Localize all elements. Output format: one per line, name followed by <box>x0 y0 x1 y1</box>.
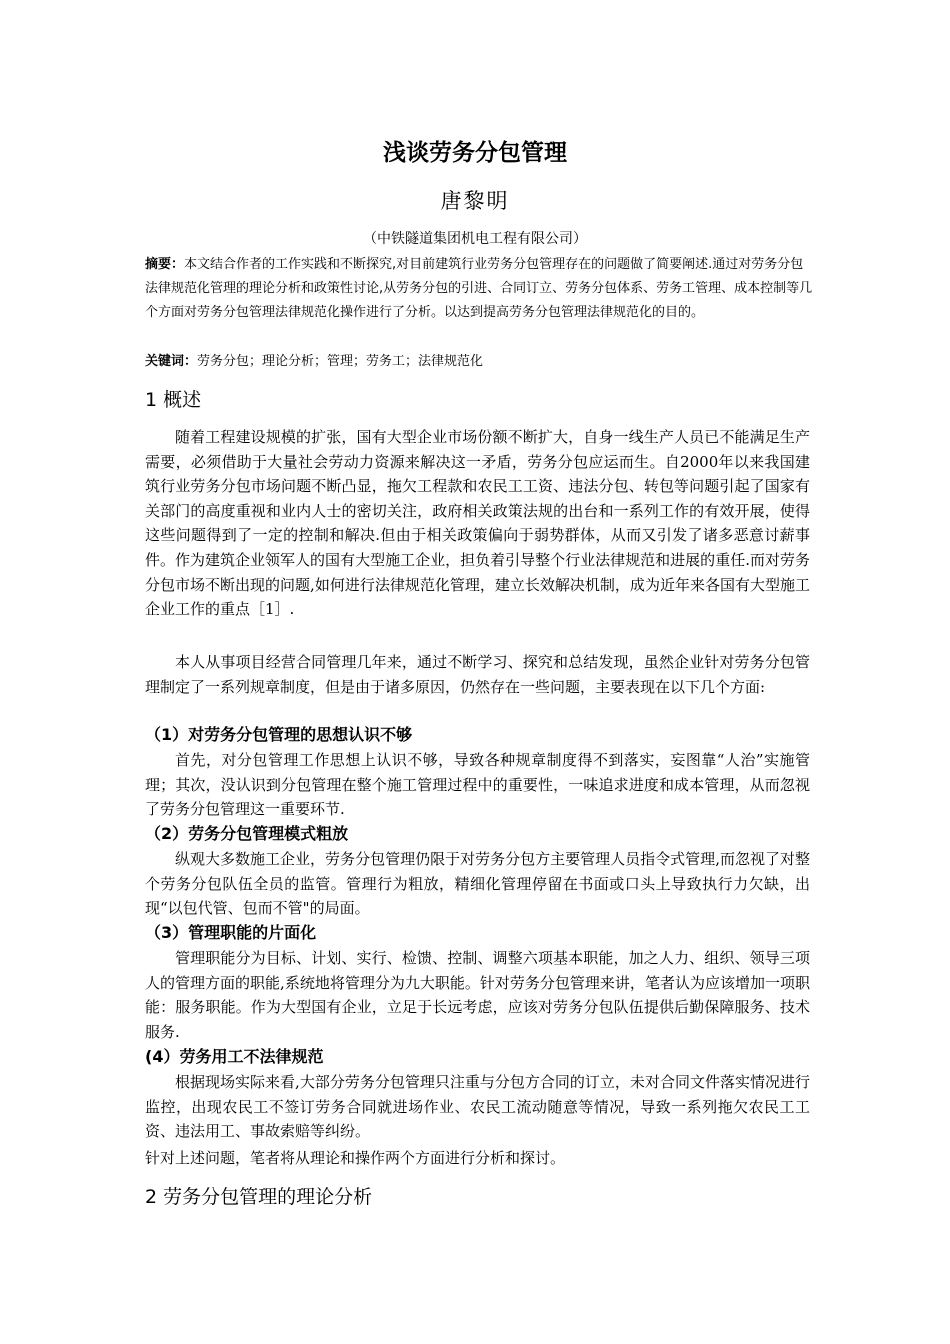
abstract-text: 本文结合作者的工作实践和不断探究,对目前建筑行业劳务分包管理存在的问题做了简要阐述.通过对劳务分包法律规范化管理的理论分析和政策性讨论,从劳务分包的引进、合同订立、劳务分包体系、劳务工管理、成本控制等几个方面对劳务分包管理法律规范化操作进行了分析。以达到提高劳务分包管理法律规范化的目的。 <box>145 257 813 320</box>
section-1-paragraph-1: 随着工程建设规模的扩张，国有大型企业市场份额不断扩大，自身一线生产人员已不能满足生产需要，必须借助于大量社会劳动力资源来解决这一矛盾，劳务分包应运而生。自2000年以来我国建筑行业劳务分包市场问题不断凸显，拖欠工程款和农民工工资、违法分包、转包等问题引起了国家有关部门的高度重视和业内人士的密切关注，政府相关政策法规的出台和一系列工作的有效开展，使得这些问题得到了一定的控制和解决.但由于相关政策偏向于弱势群体，从而又引发了诸多恶意讨薪事件。作为建筑企业领军人的国有大型施工企业，担负着引导整个行业法律规范和进展的重任.而对劳务分包市场不断出现的问题,如何进行法律规范化管理，建立长效解决机制，成为近年来各国有大型施工企业工作的重点［1］. <box>145 428 810 619</box>
abstract-label: 摘要： <box>145 257 185 272</box>
subsection-3-heading: （3）管理职能的片面化 <box>145 923 317 942</box>
page-title: 浅谈劳务分包管理 <box>383 140 567 166</box>
section-1-closing: 针对上述问题，笔者将从理论和操作两个方面进行分析和探讨。 <box>145 1149 566 1167</box>
section-2-heading: 2 劳务分包管理的理论分析 <box>145 1186 373 1208</box>
section-1-paragraph-2: 本人从事项目经营合同管理几年来，通过不断学习、探究和总结发现，虽然企业针对劳务分包管理制定了一系列规章制度，但是由于诸多原因，仍然存在一些问题，主要表现在以下几个方面: <box>145 653 810 696</box>
section-1-heading: 1 概述 <box>145 389 202 411</box>
subsection-2-text: 纵观大多数施工企业，劳务分包管理仍限于对劳务分包方主要管理人员指令式管理,而忽视了对整个劳务分包队伍全员的监管。管理行为粗放，精细化管理停留在书面或口头上导致执行力欠缺，出现“以包代管、包而不管"的局面。 <box>145 850 810 918</box>
subsection-1-text: 首先，对分包管理工作思想上认识不够，导致各种规章制度得不到落实，妄图靠“人治”实施管理；其次，没认识到分包管理在整个施工管理过程中的重要性，一味追求进度和成本管理，从而忽视了劳务分包管理这一重要环节. <box>145 751 810 819</box>
subsection-4-heading: (4）劳务用工不法律规范 <box>145 1047 324 1066</box>
subsection-2-heading: （2）劳务分包管理模式粗放 <box>145 824 349 843</box>
keywords <box>145 350 815 374</box>
affiliation: （中铁隧道集团机电工程有限公司） <box>363 231 587 247</box>
author-name: 唐黎明 <box>440 189 510 213</box>
subsection-1-heading: （1）对劳务分包管理的思想认识不够 <box>145 725 413 744</box>
subsection-3-text: 管理职能分为目标、计划、实行、检馈、控制、调整六项基本职能，加之人力、组织、领导三项人的管理方面的职能,系统地将管理分为九大职能。针对劳务分包管理来讲，笔者认为应该增加一项职能：服务职能。作为大型国有企业，立足于长远考虑，应该对劳务分包队伍提供后勤保障服务、技术服务. <box>145 949 810 1041</box>
keywords-label: 关键词： <box>145 354 198 369</box>
abstract <box>145 253 815 325</box>
keywords-text: 劳务分包；理论分析；管理；劳务工；法律规范化 <box>197 354 484 369</box>
subsection-4-text: 根据现场实际来看,大部分劳务分包管理只注重与分包方合同的订立，未对合同文件落实情况进行监控，出现农民工不签订劳务合同就进场作业、农民工流动随意等情况，导致一系列拖欠农民工工资、违法用工、事故索赔等纠纷。 <box>145 1073 810 1141</box>
